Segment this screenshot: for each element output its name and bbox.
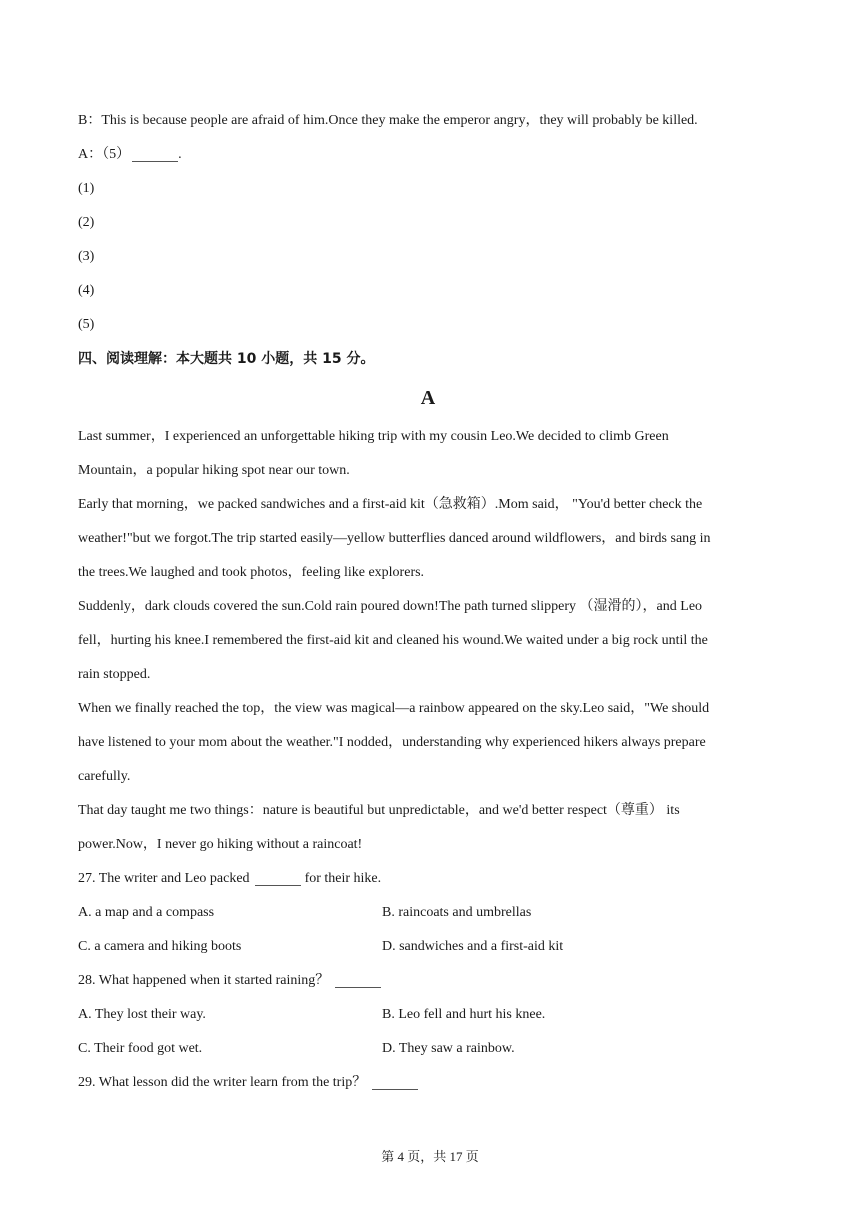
passage-line: have listened to your mom about the weather."I nodded，understanding why experienced hikers always prepare [78, 735, 706, 750]
question-stem-end: for their hike. [304, 871, 382, 886]
answer-line-4: (4) [78, 283, 95, 298]
dialogue-a-text: A：（5） [78, 147, 131, 162]
answer-line-2: (2) [78, 215, 95, 230]
answer-line-1: (1) [78, 181, 95, 196]
answer-blank [255, 871, 301, 886]
passage-line: When we finally reached the top，the view was magical—a rainbow appeared on the sky.Leo said，"We should [78, 701, 710, 716]
dialogue-a-line [78, 138, 778, 172]
option-row [78, 998, 778, 1032]
question-29 [78, 1066, 778, 1100]
answer-blank [132, 147, 178, 162]
answer-line-5: (5) [78, 317, 95, 332]
passage-line: rain stopped. [78, 667, 151, 682]
question-stem-text: 27. The writer and Leo packed [78, 871, 250, 886]
passage-line: the trees.We laughed and took photos，feeling like explorers. [78, 565, 425, 580]
passage-line: fell，hurting his knee.I remembered the first-aid kit and cleaned his wound.We waited under a big rock until the [78, 633, 708, 648]
option-a: A. a map and a compass [78, 905, 215, 920]
passage-line: carefully. [78, 769, 131, 784]
passage-line: Mountain，a popular hiking spot near our town. [78, 463, 350, 478]
passage-line: Suddenly，dark clouds covered the sun.Cold rain poured down!The path turned slippery （湿滑的），and Leo [78, 599, 703, 614]
passage-title: A [420, 387, 436, 409]
option-c: C. Their food got wet. [78, 1041, 203, 1056]
answer-blank [335, 973, 381, 988]
passage-line: That day taught me two things：nature is beautiful but unpredictable，and we'd better respect（尊重） its [78, 803, 680, 818]
passage-line: power.Now，I never go hiking without a raincoat! [78, 837, 363, 852]
option-d: D. sandwiches and a first-aid kit [382, 939, 564, 954]
passage-line: weather!"but we forgot.The trip started easily—yellow butterflies danced around wildflowers，and birds sang in [78, 531, 711, 546]
dialogue-b-line: B：This is because people are afraid of him.Once they make the emperor angry，they will probably be killed. [78, 113, 698, 128]
question-stem [78, 862, 778, 896]
question-stem [78, 964, 778, 998]
option-b: B. Leo fell and hurt his knee. [382, 1007, 546, 1022]
option-row [78, 1032, 778, 1066]
option-c: C. a camera and hiking boots [78, 939, 242, 954]
option-row [78, 930, 778, 964]
page-footer: 第 4 页，共 17 页 [381, 1149, 479, 1164]
section-heading: 四、阅读理解：本大题共 10 小题，共 15 分。 [78, 351, 375, 367]
answer-line-3: (3) [78, 249, 95, 264]
exam-page [78, 104, 778, 1100]
question-stem-text: 28. What happened when it started raining？ [78, 973, 330, 988]
option-b: B. raincoats and umbrellas [382, 905, 532, 920]
question-stem [78, 1066, 778, 1100]
question-28 [78, 964, 778, 1066]
passage [78, 420, 778, 862]
passage-line: Last summer，I experienced an unforgettable hiking trip with my cousin Leo.We decided to climb Green [78, 429, 669, 444]
question-27 [78, 862, 778, 964]
question-stem-text: 29. What lesson did the writer learn from the trip？ [78, 1075, 367, 1090]
option-row [78, 896, 778, 930]
option-a: A. They lost their way. [78, 1007, 206, 1022]
option-d: D. They saw a rainbow. [382, 1041, 515, 1056]
answer-blank [372, 1075, 418, 1090]
passage-line: Early that morning，we packed sandwiches and a first-aid kit（急救箱）.Mom said， "You'd better check the [78, 497, 703, 512]
dialogue-a-end: . [178, 147, 182, 162]
